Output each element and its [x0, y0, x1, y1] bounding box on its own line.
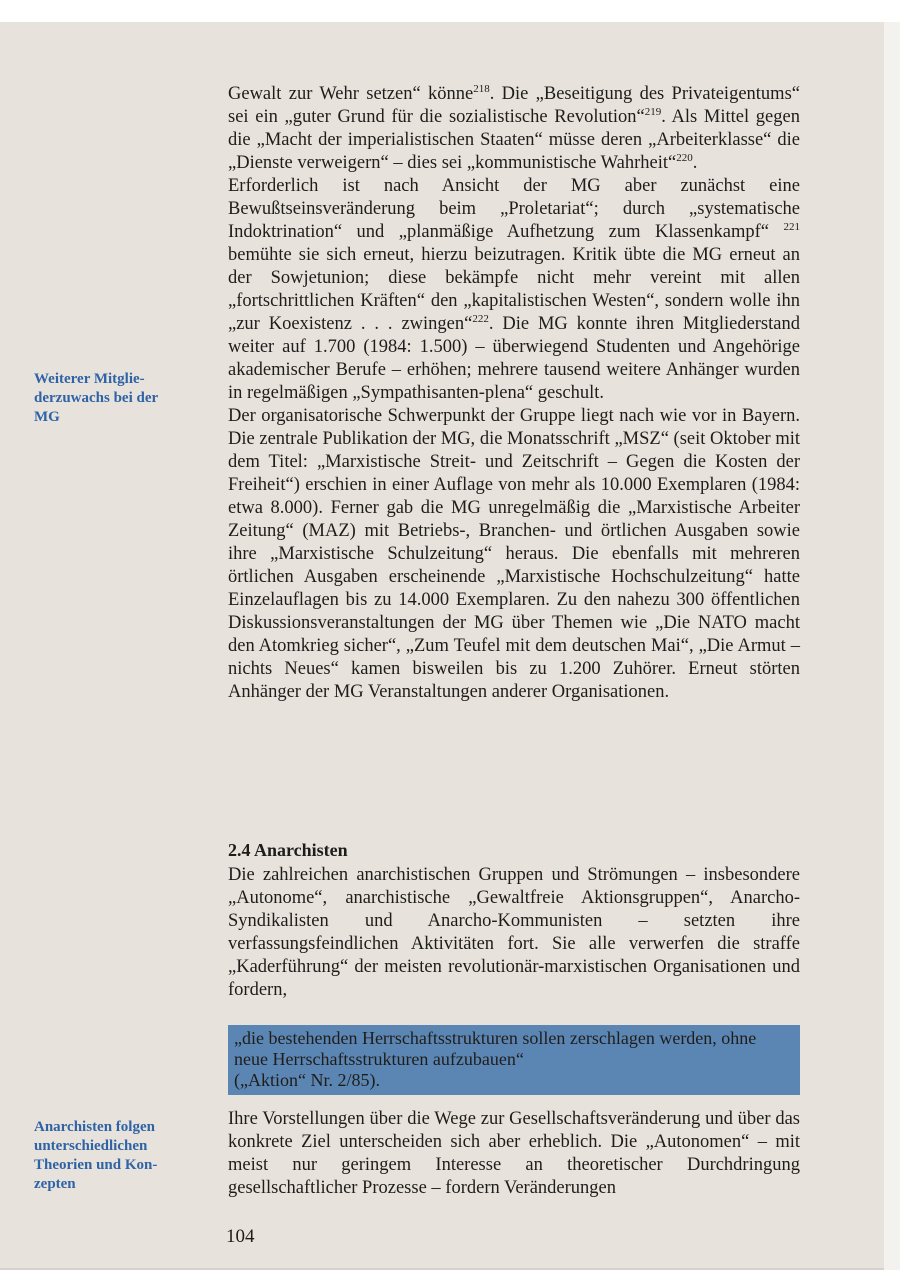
paragraph [228, 175, 800, 405]
margin-note-line: Theorien und Kon- [34, 1157, 158, 1173]
text-run: . [692, 153, 698, 173]
page-number: 104 [226, 1226, 255, 1247]
paragraph [228, 83, 800, 175]
text-run: . Als Mittel gegen die „Macht der imperialistischen Staaten“ müsse deren „Arbeiterklasse“ die „Dienste verweigern“ – dies sei „kommunistische Wahrheit“ [228, 107, 800, 173]
footnote-ref: 221 [783, 220, 800, 233]
quote-box [228, 1025, 800, 1095]
margin-note-line: unterschiedlichen [34, 1138, 148, 1154]
margin-note-anarchists [34, 1118, 184, 1194]
paragraph: Ihre Vorstellungen über die Wege zur Gesellschaftsveränderung und über das konkrete Ziel unterscheiden sich aber erheblich. Die „Autonomen“ – mit meist nur geringem Interesse an theoretischer Durchdringung gesellschaftlicher Prozesse – fordern Veränderungen [228, 1109, 800, 1198]
margin-note-membership [34, 370, 184, 427]
section-heading: 2.4 Anarchisten [228, 840, 348, 860]
text-run: . Die MG konnte ihren Mitgliederstand weiter auf 1.700 (1984: 1.500) – überwiegend Studenten und Angehörige akademischer Berufe – erhöhen; mehrere tausend weitere Anhänger wurden in regelmäßigen „Sympathisanten-plena“ geschult. [228, 314, 800, 403]
section-mg-text [228, 83, 800, 704]
page-edge [884, 22, 900, 1270]
margin-note-line: MG [34, 409, 60, 425]
footnote-ref: 218 [473, 82, 490, 95]
footnote-ref: 222 [472, 312, 489, 325]
footnote-ref: 220 [676, 151, 693, 164]
quote-text: „die bestehenden Herrschaftsstrukturen sollen zerschlagen werden, ohne neue Herrschaftsstrukturen aufzubauen“ [234, 1028, 757, 1069]
section-anarchists-continued [228, 1108, 800, 1200]
scan-top-border [0, 0, 900, 22]
footnote-ref: 219 [644, 105, 662, 118]
margin-note-line: derzuwachs bei der [34, 390, 159, 406]
text-run: Erforderlich ist nach Ansicht der MG aber zunächst eine Bewußtseinsveränderung beim „Proletariat“; durch „systematische Indoktrination“ und „planmäßige Aufhetzung zum Klassenkampf“ [228, 176, 800, 242]
margin-note-line: Weiterer Mitglie- [34, 371, 145, 387]
paragraph: Die zahlreichen anarchistischen Gruppen und Strömungen – insbesondere „Autonome“, anarchistische „Gewaltfreie Aktionsgruppen“, Anarcho-Syndikalisten und Anarcho-Kommunisten – setzten ihre verfassungsfeindlichen Aktivitäten fort. Sie alle verwerfen die straffe „Kaderführung“ der meisten revolutionär-marxistischen Organisationen und fordern, [228, 865, 800, 1000]
margin-note-line: Anarchisten folgen [34, 1119, 155, 1135]
quote-source: („Aktion“ Nr. 2/85). [234, 1070, 380, 1090]
text-run: bemühte sie sich erneut, hierzu beizutragen. Kritik übte die MG erneut an der Sowjetunion; diese bekämpfe nicht mehr vereint mit allen „fortschrittlichen Kräften“ den „kapitalistischen Westen“, sondern wolle ihn „zur Koexistenz . . . zwingen“ [228, 245, 800, 334]
section-anarchists [228, 838, 800, 1002]
text-run: Gewalt zur Wehr setzen“ könne [228, 84, 474, 104]
text-run: . Die „Beseitigung des Privateigentums“ sei ein „guter Grund für die sozialistische Revolution“ [228, 84, 800, 127]
paragraph: Der organisatorische Schwerpunkt der Gruppe liegt nach wie vor in Bayern. Die zentrale Publikation der MG, die Monatsschrift „MSZ“ (seit Oktober mit dem Titel: „Marxistische Streit- und Zeitschrift – Gegen die Kosten der Freiheit“) erschien in einer Auflage von mehr als 10.000 Exemplaren (1984: etwa 8.000). Ferner gab die MG unregelmäßig die „Marxistische Arbeiter Zeitung“ (MAZ) mit Betriebs-, Branchen- und örtlichen Ausgaben sowie ihre „Marxistische Schulzeitung“ heraus. Die ebenfalls mit mehreren örtlichen Ausgaben erscheinende „Marxistische Hochschulzeitung“ hatte Einzelauflagen bis zu 14.000 Exemplaren. Zu den nahezu 300 öffentlichen Diskussionsveranstaltungen der MG über Themen wie „Die NATO macht den Atomkrieg sicher“, „Zum Teufel mit dem deutschen Mai“, „Die Armut – nichts Neues“ kamen bisweilen bis zu 1.200 Zuhörer. Erneut störten Anhänger der MG Veranstaltungen anderer Organisationen. [228, 406, 800, 702]
margin-note-line: zepten [34, 1176, 76, 1192]
